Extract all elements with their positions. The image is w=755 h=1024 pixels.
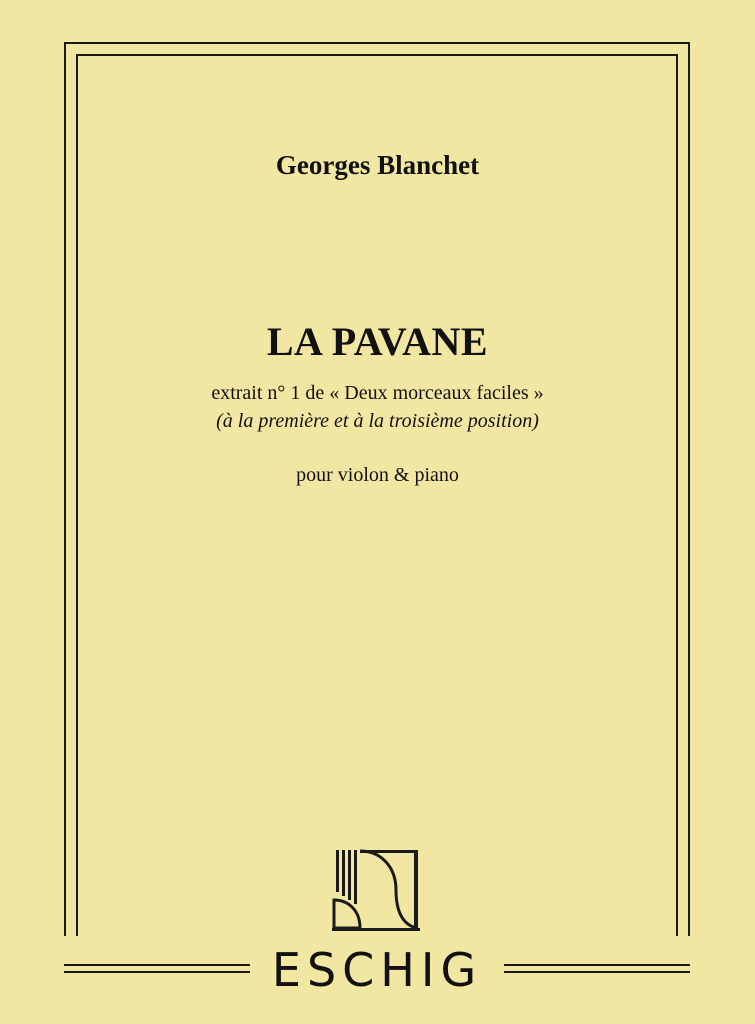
piece-subtitle: extrait n° 1 de « Deux morceaux faciles » xyxy=(211,382,544,404)
inner-border xyxy=(76,54,678,964)
eschig-harp-logo-icon xyxy=(330,848,422,932)
left-double-rule xyxy=(64,964,250,973)
piece-title: LA PAVANE xyxy=(266,319,489,364)
position-note: (à la première et à la troisième position) xyxy=(216,410,539,432)
right-double-rule xyxy=(504,964,690,973)
instrumentation: pour violon & piano xyxy=(296,464,459,486)
publisher-name: ESCHIG xyxy=(271,943,483,997)
composer-name: Georges Blanchet xyxy=(275,150,480,180)
